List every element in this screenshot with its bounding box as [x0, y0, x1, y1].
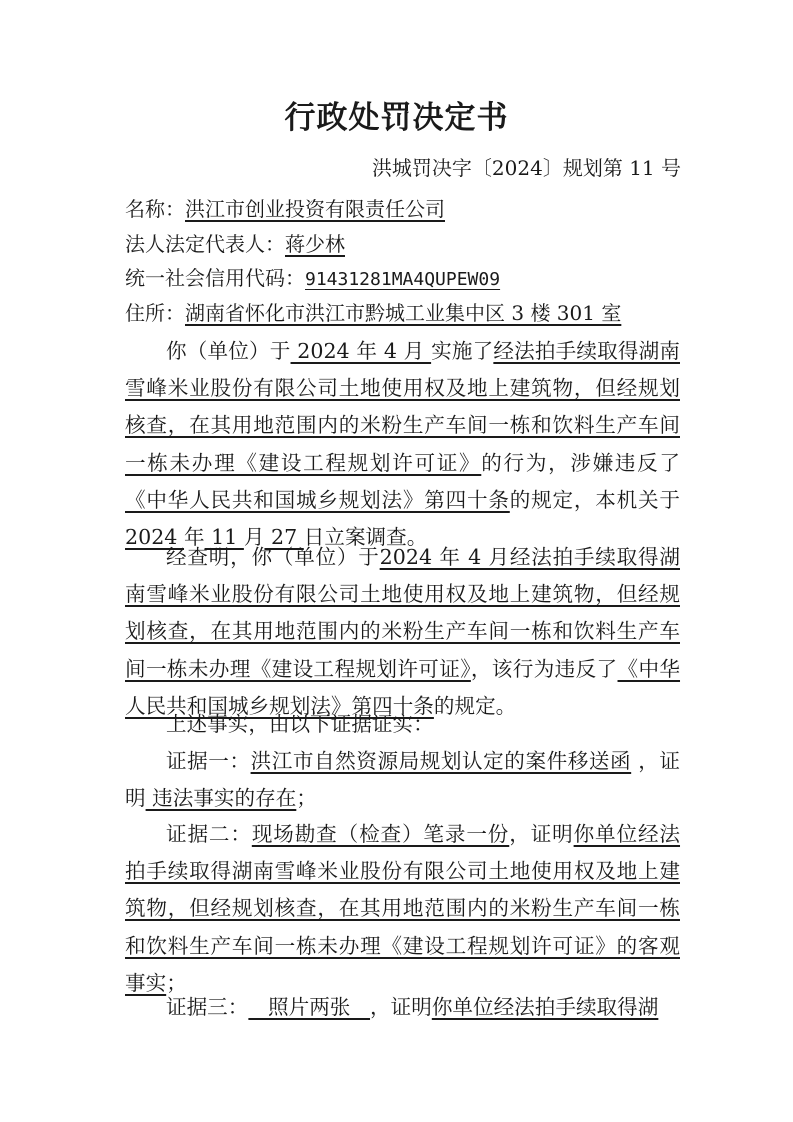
credit-code-value: 91431281MA4QUPEW09: [305, 269, 501, 290]
evidence-text: ，证明: [370, 995, 432, 1019]
p1-text: 年: [183, 525, 205, 550]
evidence-3: [125, 989, 680, 1026]
p1-text: 的行为，涉嫌违反了: [481, 450, 681, 475]
credit-code-label: 统一社会信用代码：: [125, 266, 305, 290]
p1-text: 月: [243, 525, 265, 550]
party-name-label: 名称：: [125, 197, 185, 221]
evidence-item: 洪江市自然资源局规划认定的案件移送函: [250, 749, 632, 773]
evidence-text: ，证明: [509, 822, 574, 846]
p1-filing-year: 2024: [125, 525, 184, 550]
p1-violation-act: 经法拍手续取得湖南雪峰米业股份有限公司土地使用权及地上建筑物，但经规划核查，在其用地范围内的米粉生产车间一栋和饮料生产车间一栋未办理《建设工程规划许可证》: [125, 339, 680, 475]
p1-text: 你（单位）于: [166, 339, 291, 363]
evidence-proves: 你单位经法拍手续取得湖: [431, 995, 659, 1019]
p2-text: 经查明，你（单位）于: [166, 545, 380, 569]
p1-date: 2024 年 4 月: [290, 339, 432, 363]
document-number: 洪城罚决字〔2024〕规划第 11 号: [371, 156, 681, 180]
document-title: 行政处罚决定书: [284, 100, 509, 136]
p1-filing-month: 11: [204, 525, 244, 550]
address-label: 住所：: [125, 301, 185, 325]
evidence-2: [125, 816, 680, 1002]
evidence-item: 照片两张: [248, 995, 371, 1019]
p1-text: 日立案调查。: [303, 525, 428, 550]
evidence-1: [125, 743, 680, 817]
credit-code-row: [125, 265, 500, 293]
legal-rep-label: 法人法定代表人：: [125, 232, 285, 256]
p2-text: 的规定。: [433, 693, 517, 718]
evidence-text: ，证明: [125, 749, 681, 811]
evidence-label: 证据二：: [166, 822, 252, 846]
paragraph-evidence-intro: 上述事实，由以下证据证实：: [166, 712, 434, 736]
legal-rep-value: 蒋少林: [285, 232, 345, 256]
p1-filing-day: 27: [264, 525, 304, 550]
address-value: 湖南省怀化市洪江市黔城工业集中区 3 楼 301 室: [185, 301, 622, 325]
p1-text: 实施了: [431, 339, 494, 363]
evidence-label: 证据一：: [166, 749, 251, 773]
evidence-proves: 违法事实的存在: [145, 786, 297, 811]
evidence-text: ；: [166, 970, 187, 995]
party-name-row: [125, 196, 445, 222]
evidence-label: 证据三：: [166, 995, 249, 1019]
evidence-item: 现场勘查（检查）笔录一份: [251, 822, 510, 846]
address-row: [125, 300, 621, 326]
party-name-value: 洪江市创业投资有限责任公司: [185, 197, 445, 221]
evidence-proves: 你单位经法拍手续取得湖南雪峰米业股份有限公司土地使用权及地上建筑物，但经规划核查，在其用地范围内的米粉生产车间一栋和饮料生产车间一栋未办理《建设工程规划许可证》的客观事实: [125, 822, 681, 995]
p2-text: ，该行为违反了: [470, 656, 618, 681]
p2-law-citation: 《中华人民共和国城乡规划法》第四十条: [125, 656, 681, 718]
paragraph-case-filing: [125, 333, 680, 556]
p1-law-citation: 《中华人民共和国城乡规划法》第四十条: [125, 487, 510, 512]
legal-rep-row: [125, 231, 345, 257]
evidence-text: ；: [296, 786, 317, 811]
paragraph-findings: [125, 539, 680, 725]
p1-text: 的规定，本机关于: [509, 487, 681, 512]
p2-fact: 2024 年 4 月经法拍手续取得湖南雪峰米业股份有限公司土地使用权及地上建筑物，但经规划核查，在其用地范围内的米粉生产车间一栋和饮料生产车间一栋未办理《建设工程规划许可证》: [125, 545, 680, 681]
